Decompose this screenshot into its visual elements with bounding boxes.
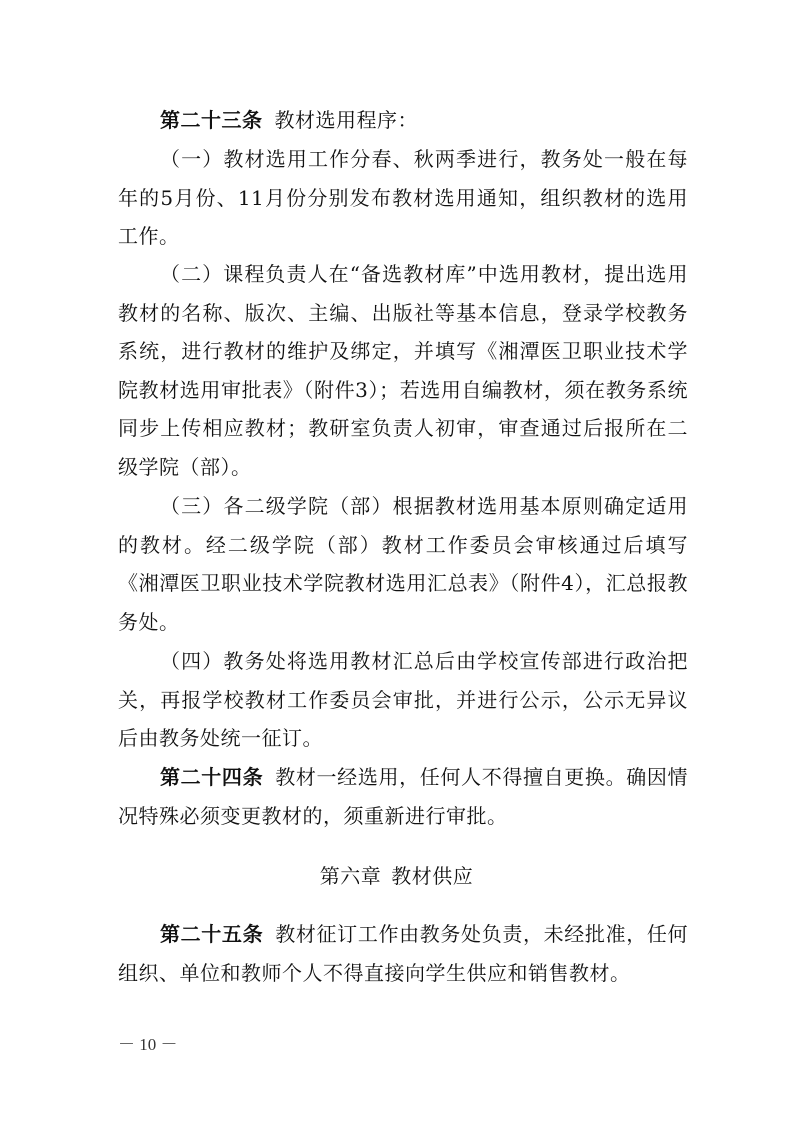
article-24-text: 教材一经选用，任何人不得擅自更换。确因情况特殊必须变更教材的，须重新进行审批。: [118, 765, 689, 828]
article-25: [118, 915, 688, 992]
article-23-heading: 第二十三条: [160, 108, 263, 132]
article-23-item-1: （一）教材选用工作分春、秋两季进行，教务处一般在每年的5月份、11月份分别发布教材选用通知，组织教材的选用工作。: [118, 147, 688, 248]
article-23-intro-text: 教材选用程序：: [274, 108, 418, 132]
chapter-heading: [0, 860, 793, 889]
article-23-item-2: （二）课程负责人在“备选教材库”中选用教材，提出选用教材的名称、版次、主编、出版社等基本信息，登录学校教务系统，进行教材的维护及绑定，并填写《湘潭医卫职业技术学院教材选用审批表》（附件3）；若选用自编教材，须在教务系统同步上传相应教材；教研室负责人初审，审查通过后报所在二级学院（部）。: [118, 262, 688, 479]
article-25-heading: 第二十五条: [160, 922, 264, 946]
article-23-intro: [118, 101, 688, 140]
article-23-item-4: （四）教务处将选用教材汇总后由学校宣传部进行政治把关，再报学校教材工作委员会审批，并进行公示，公示无异议后由教务处统一征订。: [118, 649, 688, 750]
article-25-text: 教材征订工作由教务处负责，未经批准，任何组织、单位和教师个人不得直接向学生供应和销售教材。: [118, 922, 689, 985]
article-23-item-3: （三）各二级学院（部）根据教材选用基本原则确定适用的教材。经二级学院（部）教材工作委员会审核通过后填写《湘潭医卫职业技术学院教材选用汇总表》（附件4），汇总报教务处。: [118, 494, 688, 634]
page-number: － 10 －: [118, 1035, 178, 1054]
chapter-title: 教材供应: [391, 864, 474, 888]
article-24: [118, 758, 688, 835]
chapter-number: 第六章: [319, 864, 382, 888]
article-24-heading: 第二十四条: [160, 765, 264, 789]
